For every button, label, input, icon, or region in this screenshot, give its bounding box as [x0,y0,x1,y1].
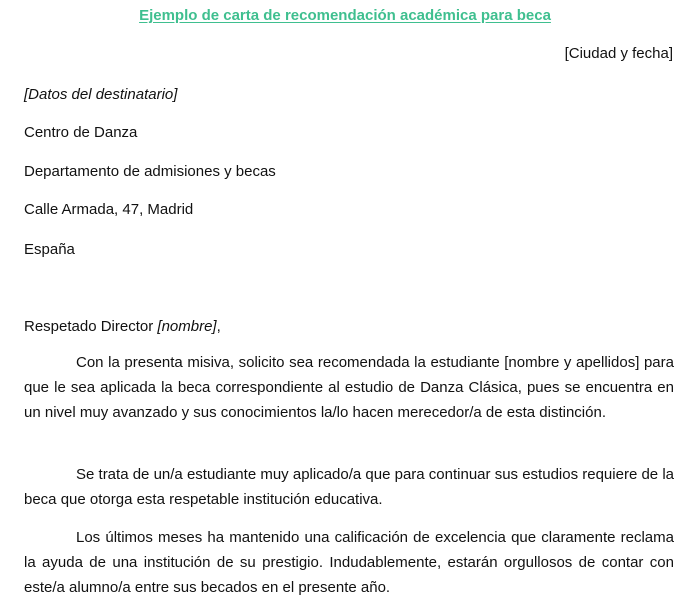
greeting-suffix: , [216,318,221,335]
document-title: Ejemplo de carta de recomendación académica para beca [139,7,551,24]
greeting [24,318,221,335]
recipient-line-department: Departamento de admisiones y becas [24,163,276,180]
body-paragraph-2: Se trata de un/a estudiante muy aplicado/a que para continuar sus estudios requiere de la beca que otorga esta respetable institución educativa. [24,466,674,508]
recipient-line-organization: Centro de Danza [24,124,138,141]
body-paragraph-1: Con la presenta misiva, solicito sea recomendada la estudiante [nombre y apellidos] para que le sea aplicada la beca correspondiente al estudio de Danza Clásica, pues se encuentra en un nivel muy avanzado y sus conocimientos la/lo hacen merecedor/a de esta distinción. [24,354,674,421]
recipient-line-country: España [24,241,75,258]
greeting-name-placeholder: [nombre] [157,318,217,335]
recipient-label: [Datos del destinatario] [24,86,178,103]
body-paragraph-3: Los últimos meses ha mantenido una calificación de excelencia que claramente reclama la ayuda de una institución de su prestigio. Indudablemente, estarán orgullosos de contar con este/a alumno/a entre sus becados en el presente año. [24,529,674,596]
greeting-prefix: Respetado Director [24,318,158,335]
city-date-placeholder: [Ciudad y fecha] [564,45,673,62]
recipient-line-address: Calle Armada, 47, Madrid [24,201,194,218]
